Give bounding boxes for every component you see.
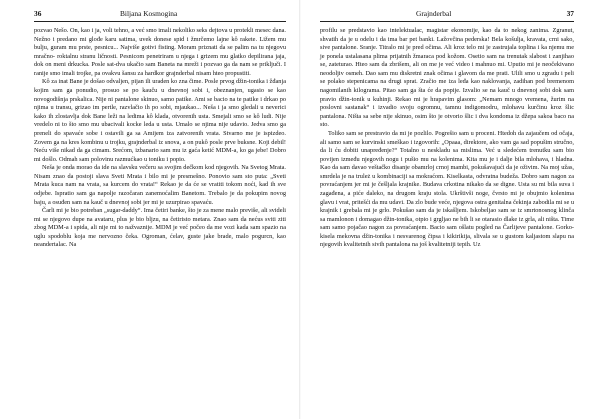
right-page-number: 37 [566, 9, 574, 18]
paragraph: Čarli mi je bio potreban „sugar-daddy“. Ima četiri banke, što je za mene malo previše, ali svideli mi se njegovo dupe na avataru, plus je bio bljzu, na četiristo metara. Znao sam da nećus sviti ziti zbog MDM-a i spida, ali nije mi to nažvaznije. MDM je već počeo da me vozi kada sam spazio na uglu spodoblu koja me nervozno čeka. Ogroman, ćelav, guste jake brade, malo pogurcn, kao neandertalac. Na [34, 207, 286, 249]
right-running-head: Grajnderbal [416, 9, 452, 18]
paragraph: profilu se predstavio kao intelektualac, magistar ekonomije, kao da to nekog zanima. Zgranut, shvatih da je u odelu i da ima bar pet banki. Lažovčina pederska! Bela košulja, kravata, crni sako, sive pantalone. Sranje. Titralo mi je pred očima. Ali kroz telo mi je zastrujala toplina i ka njemu me je ponela ustalasana plima prijatnih žmaraca pod kožom. Osetio sam na trenutak slabost i zanjihao se, zateturao. Hteo sam da zbrišem, ali on me je već video i mahnuo mi. Uputio mi je neočekivano neodoljiv osmeh. Dao sam mu diskretni znak očima i glavom da me prati. Ulili smo u zgradu i peli se polako stepenicama na drugi sprat. Zračio me iza leđa kao naklovanja, zadihan pod bremenom nagomilanih kilograma. Pitao sam ga šta će da popije. Izvalio se na kauč u dnevnoj sobi dok sam pravio džin-tonik u kuhinji. Rekao mi je hrapavim glasom: „Nemam mnogo vremena, žurim na poslovni sastanak“ i izvadio svoju ogromnu, tamnu indigomodru, mlohavu kurčinu kroz šlic pantalona. Ništa sa sebe nije skinuo, osim što je otvorio šlic i dva kondoma iz džepa sakoa baco na sto. [320, 27, 574, 129]
paragraph: Toliko sam se prestravio da mi je pozlilo. Pogrešio sam u proceni. Htedoh da zajaučem od očaja, ali samo sam se kurvinski smeškao i izgovorih: „Opaaa, direktore, ako vam ga sad popušim stručno, da li ću dobiti unapređenje?“ Totalno u neskladu sa mislima. Već u sledećem trenutku sam bio povijen između njegovih nogu i pušio mu na kolenima. Kita mu je i dalje bila mlohava, i hladna. Kao da sam davao veštačko disanje obamrloj crnoj mambi, pokušavajući da je oživim. Na moj užas, smrdela je na truleż u kombinaciji sa mokraćom. Kiselkasta, odvratna budeža. Dobro sam nagon za povraćanjem jer mi je češljala krajnike. Budava crkotina nikako da se digne. Usta su mi bila suva i zagađena, a piće daleko, na drugom kraju stola. Ukrštivši noge, čvrsto mi je obujmio kolenima glavu i vrat, pritešći da mu udavi. Da zlo bude veće, njegova ostra genitalna čekinja zabodila mi se u krajnik i grebala mi je grlo. Pokušao sam da je iskašljem. Iskobeljao sam se iz smrtonosnog klinča sa mamlonon i domagao džin-tonika, otpio i grgljao ne bih li se otarasio dlake iz grla, ali ništa. Time sam samo pojačao nagon za povraćanjem. Bacio sam ošlatu pogled na Čarlijeve pantalone. Gorko-kisela mekovna džin-tonika i nesvarenog čipsa i kikirikija, slivala se u gustom kaljastom slapu na njegovih kvalitetnih sivih pantalona na još kvalitetniji tepih. Uz [320, 129, 574, 249]
left-running-head: Biljana Kosmogina [120, 9, 178, 18]
left-page-number: 36 [34, 9, 42, 18]
left-page-body [34, 27, 286, 250]
paragraph: pozvao Nešo. On, kao i ja, voli tehno, a već smo imali nekoliko seks dejtova u protekli mesec dana. Nežno i predano mi glođe karu satima, uvek donese spid i žmrčemo lajne kô rakete. Ližem mu bulju, guram mu prste, pesnicu... Najviše gotivi fisting. Moram priznati da se palim na tu njegovu mračno- roktalnu stranu ličnosti. Pesnicom penetriram u njega i grizem mu glatko depilirana jaja, dok on meni drkucka. Posle sat-dva ukačio sam Baneta na mreži i pozvao ga da nam se priključi. I ranije smo imali trojke, pa ovakvu šansu za hardkor grajnderbal nisam hteo propustiti. [34, 27, 286, 77]
right-page-header [320, 8, 574, 22]
paragraph: Neša je onda morao da ide na slavsku večeru sa svojim dečkom kod njegovih. Na Svetog Mrata. Nisam znao da postoji slava Sveti Mrata i bilo mi je presmešno. Ponovio sam sto puta: „Sveti Mrata kuca nam na vrata, sa kurcem do vrata!“ Rekao je da će se vratiti tokom noći, kad ih sve odjebe. Ispratio sam ga napolje razočaran zanemoćalim Banetom. Trebalo je da pokupim novog baju, a osuđen sam na kauč u dnevnoj sobi jer mi je uzurpirao spavaću. [34, 164, 286, 206]
left-page-header [34, 8, 286, 22]
right-page [300, 0, 600, 419]
right-page-body [320, 27, 574, 250]
paragraph: Kô za inat Bane je došao odvaljen, pijan ili uraden ko zna čime. Posle prvog džin-tonika i žđanja kojim sam ga ponudio, prosuo se po kauču u dnevnoj sobi i, obeznanjen, ugasio se kao novogodišnja prskalica. Nije ni pantalone skinuo, samo patike. Ami se bacio na te patike i drkao po njima u transu, grizao im pertle, razvlačio ih po sobi, mjaukao... Neša i ja smo gledali u neverici kako ih zlostavlja dok Bane leži na ledima kô klada, otvorenih usta. Smejali smo se kô ludi. Nije vredelo ni to što smo mu ubacivali kocke leda u usta. Umalo se njima nije udavio. Jedva smo ga preneli do spavaće sobe i ostavili ga sa Amijem iza zatvorenih vrata. Stvarno me je ispizdeo. Zovem ga na kres kombinu u trojku, grajnderbal iz snova, a on pukô posle prve buksne. Koji debil! Neću više nikad da ga cimam. Srećom, izbanario sam mu iz gaća ketić MDM-a, ko ga jebe! Dobro mi došlo. Odmah sam polovinu razmućkao u toniku i popio. [34, 78, 286, 163]
